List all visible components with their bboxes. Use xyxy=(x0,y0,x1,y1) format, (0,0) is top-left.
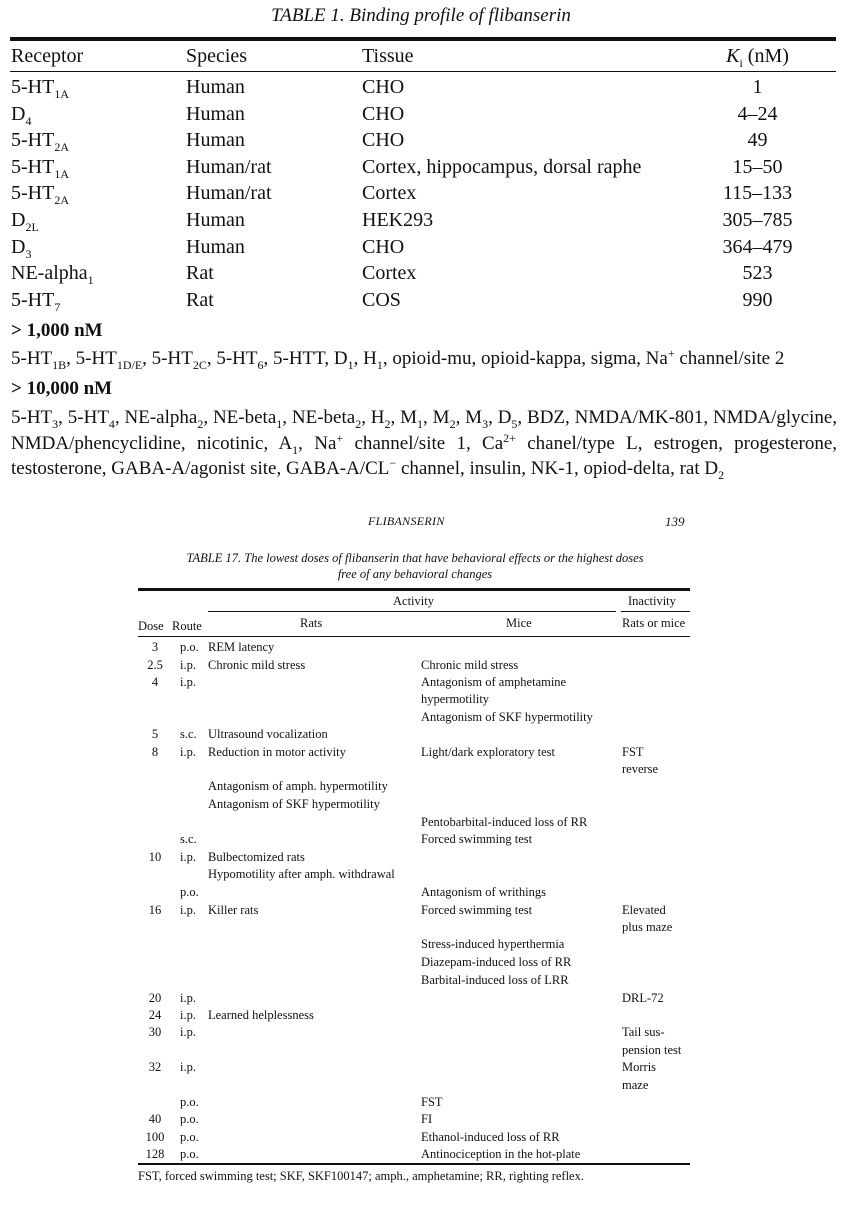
item-superscript: + xyxy=(667,346,675,360)
dose-cell: 128 xyxy=(145,1147,165,1161)
route-cell: i.p. xyxy=(180,903,196,917)
item-name: Ca xyxy=(482,432,504,454)
mice-cell: Light/dark exploratory test xyxy=(421,745,555,759)
item-name: M xyxy=(432,407,450,428)
receptor-list-item xyxy=(75,348,143,372)
item-subscript: 6 xyxy=(257,358,264,372)
section-10000-title: > 10,000 nM xyxy=(11,378,113,399)
receptor-list-item xyxy=(197,433,263,454)
route-cell: p.o. xyxy=(180,1130,199,1144)
inactivity-cell: FST xyxy=(622,745,644,759)
route-cell: i.p. xyxy=(180,675,196,689)
receptor-list-item xyxy=(216,348,264,372)
item-subscript: 4 xyxy=(108,417,115,431)
receptor-subscript: 1A xyxy=(54,166,69,181)
species-cell: Human xyxy=(186,102,245,125)
mice-cell: Antinociception in the hot-plate xyxy=(421,1147,581,1161)
mice-cell: hypermotility xyxy=(421,692,490,706)
species-cell: Human xyxy=(186,235,245,258)
rats-cell: Ultrasound vocalization xyxy=(208,727,328,741)
ki-cell: 4–24 xyxy=(737,102,778,125)
item-subscript: 2 xyxy=(718,468,725,482)
item-name: insulin xyxy=(469,458,522,479)
receptor-list-item xyxy=(482,430,638,454)
receptor-list-item xyxy=(363,348,383,372)
inactivity-cell: Morris xyxy=(622,1060,657,1074)
ki-cell: 305–785 xyxy=(722,209,793,231)
table1-top-rule xyxy=(10,37,836,41)
item-name: BDZ xyxy=(527,407,566,428)
item-subscript: 5 xyxy=(511,417,518,431)
ki-cell: 115–133 xyxy=(722,182,793,205)
header-inactivity: Inactivity xyxy=(628,594,676,608)
table1-header-row xyxy=(0,43,842,69)
table17-header-rule xyxy=(138,636,690,637)
table17-bottom-rule xyxy=(138,1163,690,1165)
running-head: FLIBANSERIN xyxy=(368,514,445,528)
receptor-cell xyxy=(11,74,69,100)
ki-cell: 990 xyxy=(742,288,773,311)
receptor-subscript: 2A xyxy=(54,140,69,155)
item-name: sigma xyxy=(590,348,637,369)
item-subscript: 2 xyxy=(355,417,362,431)
dose-cell: 40 xyxy=(148,1112,162,1126)
dose-cell: 16 xyxy=(148,903,162,917)
dose-cell: 2.5 xyxy=(147,658,163,672)
route-cell: p.o. xyxy=(180,885,199,899)
receptor-name: 5-HT xyxy=(11,288,55,311)
table-row xyxy=(0,101,842,127)
item-suffix: channel/site 1 xyxy=(343,432,466,454)
receptor-cell xyxy=(11,234,31,260)
item-name: Na xyxy=(314,432,337,454)
inactivity-cell: Tail sus- xyxy=(622,1025,665,1039)
receptor-list-item xyxy=(273,348,324,369)
receptor-list-item xyxy=(333,348,354,372)
item-name: 5-HT xyxy=(67,407,109,428)
caption-line-2: free of any behavioral changes xyxy=(337,567,493,581)
tissue-cell: Cortex xyxy=(362,262,417,285)
item-name: H xyxy=(370,407,385,428)
receptor-list-item xyxy=(11,348,67,372)
header-dose: Dose xyxy=(138,619,164,633)
section-10000-list: $5-HT_3$, $5-HT_4$, NE-alpha$_2$, NE-beta$_1$, NE-beta$_2$, $H_2$, $M_1$, $M_2$, $M_3$, $D_5$, BDZ, NMDA/MK-801, NMDA/glycine, NMDA/phencyclidine, nicotinic, $A_1$, Na+ channel/site 1, $Ca^{2+}$ chanel/type L, estrogen, progesterone, testosterone, GABA-A/agonist site, GABA-A/CL− channel, insulin, NK-1, opiod-delta, rat $D_2$ xyxy=(11,407,838,482)
item-name: D xyxy=(333,348,348,369)
route-cell: i.p. xyxy=(180,658,196,672)
header-rats: Rats xyxy=(300,616,323,630)
item-subscript: 1 xyxy=(276,417,283,431)
table-row xyxy=(0,127,842,153)
tissue-cell: COS xyxy=(362,288,401,311)
route-cell: i.p. xyxy=(180,1060,196,1074)
dose-cell: 24 xyxy=(148,1008,162,1022)
receptor-cell xyxy=(11,207,39,233)
receptor-name: 5-HT xyxy=(11,76,55,98)
tissue-cell: Cortex xyxy=(362,182,417,205)
item-name: NMDA/phencyclidine xyxy=(11,432,181,454)
receptor-name: D xyxy=(11,235,26,258)
species-cell: Rat xyxy=(186,262,214,285)
receptor-list-item xyxy=(591,348,636,369)
header-rats-or-mice: Rats or mice xyxy=(622,616,686,630)
route-cell: s.c. xyxy=(180,727,197,741)
receptor-list-item xyxy=(67,407,115,431)
rats-cell: Hypomotility after amph. withdrawal xyxy=(208,867,395,881)
item-name: 5-HT xyxy=(11,407,53,428)
route-cell: p.o. xyxy=(180,1147,199,1161)
receptor-list-item xyxy=(278,432,299,457)
item-name: Na xyxy=(645,348,668,369)
receptor-cell xyxy=(11,287,60,313)
receptor-name: 5-HT xyxy=(11,129,55,152)
item-subscript: 3 xyxy=(52,417,59,431)
receptor-list-item xyxy=(212,407,283,431)
route-cell: i.p. xyxy=(180,991,196,1005)
item-suffix: channel/site 2 xyxy=(674,348,785,369)
dose-cell: 10 xyxy=(148,850,162,864)
header-tissue: Tissue xyxy=(362,45,414,67)
mice-cell: Antagonism of writhings xyxy=(421,885,546,899)
mice-cell: Ethanol-induced loss of RR xyxy=(421,1130,560,1144)
item-name: D xyxy=(497,407,512,428)
receptor-list-item xyxy=(713,407,832,428)
inactivity-cell: DRL-72 xyxy=(622,991,664,1005)
receptor-name: D xyxy=(11,102,26,125)
item-subscript: 3 xyxy=(482,417,489,431)
item-name: rat D xyxy=(679,458,719,479)
receptor-list-item xyxy=(531,458,574,479)
rats-cell: Learned helplessness xyxy=(208,1008,314,1022)
tissue-cell: CHO xyxy=(362,235,405,258)
mice-cell: FST xyxy=(421,1095,443,1109)
receptor-list-item xyxy=(679,458,725,482)
receptor-name: 5-HT xyxy=(11,182,55,205)
route-cell: s.c. xyxy=(180,832,197,846)
item-subscript: 2 xyxy=(449,417,456,431)
header-mice: Mice xyxy=(506,616,532,630)
table-row xyxy=(0,234,842,260)
receptor-list-item xyxy=(124,407,204,431)
receptor-list-item xyxy=(11,407,59,431)
rats-cell: Chronic mild stress xyxy=(208,658,306,672)
species-cell: Human/rat xyxy=(186,182,272,205)
receptor-name: D xyxy=(11,209,26,231)
rats-cell: Reduction in motor activity xyxy=(208,745,346,759)
item-name: NK-1 xyxy=(530,458,575,479)
species-cell: Human xyxy=(186,209,245,231)
header-species: Species xyxy=(186,45,248,67)
section-1000-title: > 1,000 nM xyxy=(11,320,103,341)
ki-subscript: i xyxy=(739,56,743,70)
dose-cell: 32 xyxy=(148,1060,162,1074)
item-name: H xyxy=(363,348,377,369)
receptor-subscript: 3 xyxy=(25,246,32,261)
header-route: Route xyxy=(172,619,202,633)
receptor-list-item xyxy=(646,348,785,369)
mice-cell: Pentobarbital-induced loss of RR xyxy=(421,815,588,829)
receptor-list-item xyxy=(470,458,522,479)
receptor-list-item xyxy=(481,348,581,369)
receptor-subscript: 1A xyxy=(54,87,69,101)
mice-cell: Barbital-induced loss of LRR xyxy=(421,973,569,987)
ki-unit: (nM) xyxy=(742,45,789,67)
mice-cell: Forced swimming test xyxy=(421,903,533,917)
rats-cell: Antagonism of amph. hypermotility xyxy=(208,779,388,793)
route-cell: i.p. xyxy=(180,1025,196,1039)
rats-cell: Bulbectomized rats xyxy=(208,850,305,864)
item-name: 5-HT xyxy=(11,348,53,369)
item-name: NE-alpha xyxy=(124,407,198,428)
inactivity-cell: maze xyxy=(622,1078,649,1092)
receptor-cell xyxy=(11,180,69,206)
tissue-cell: CHO xyxy=(362,102,405,125)
page-number: 139 xyxy=(665,514,685,529)
mice-cell: Chronic mild stress xyxy=(421,658,519,672)
item-subscript: 2C xyxy=(192,358,207,372)
table1-caption: TABLE 1. Binding profile of flibanserin xyxy=(271,5,571,26)
inactivity-cell: pension test xyxy=(622,1043,682,1057)
receptor-list-item xyxy=(314,430,466,454)
tissue-cell: HEK293 xyxy=(362,209,434,231)
header-ki xyxy=(700,43,815,69)
receptor-list-item xyxy=(400,407,424,431)
table-row xyxy=(0,180,842,206)
receptor-list-item xyxy=(370,407,391,431)
caption-line-1: TABLE 17. The lowest doses of flibanserin that have behavioral effects or the highest doses xyxy=(186,551,644,565)
item-subscript: 1 xyxy=(417,417,424,431)
table-row xyxy=(0,74,842,100)
table1-header-rule xyxy=(10,71,836,72)
inactivity-cell: Elevated xyxy=(622,903,666,917)
species-cell: Human/rat xyxy=(186,155,272,178)
header-activity: Activity xyxy=(393,594,434,608)
item-subscript: 1 xyxy=(347,358,354,372)
dose-cell: 5 xyxy=(151,727,159,741)
item-name: opioid-mu xyxy=(392,348,472,369)
item-subscript: 1D/E xyxy=(116,358,143,372)
item-name: 5-HT xyxy=(151,348,193,369)
receptor-list-item xyxy=(497,407,518,431)
item-name: 5-HTT xyxy=(273,348,325,369)
item-superscript: + xyxy=(336,430,344,445)
item-subscript: 2 xyxy=(384,417,391,431)
item-name: progesterone xyxy=(734,432,833,454)
receptor-subscript: 7 xyxy=(54,299,61,314)
item-name: NE-beta xyxy=(212,407,277,428)
inactivity-cell: reverse xyxy=(622,762,659,776)
activity-rule xyxy=(208,611,616,612)
item-name: opiod-delta xyxy=(583,458,671,479)
route-cell: p.o. xyxy=(180,640,199,654)
receptor-name: NE-alpha xyxy=(11,262,88,285)
item-name: GABA-A/agonist site xyxy=(111,458,277,479)
table-row xyxy=(0,287,842,313)
section-1000-list: $5-HT_{1B}$, $5-HT_{1D/E}$, $5-HT_{2C}$, $5-HT_6$, 5-HTT, $D_1$, $H_1$, opioid-mu, opioid-kappa, sigma, Na+ channel/site 2 xyxy=(11,346,785,372)
receptor-cell xyxy=(11,127,69,153)
ki-cell: 1 xyxy=(752,76,763,98)
item-name: NE-beta xyxy=(291,407,356,428)
item-name: M xyxy=(400,407,418,428)
tissue-cell: CHO xyxy=(362,129,405,152)
ki-cell: 15–50 xyxy=(732,155,783,178)
receptor-list-item xyxy=(734,433,832,454)
receptor-list-item xyxy=(11,433,181,454)
item-name: estrogen xyxy=(653,432,719,454)
receptor-subscript: 2L xyxy=(25,220,39,234)
item-name: opioid-kappa xyxy=(481,348,582,369)
item-subscript: 2 xyxy=(197,417,204,431)
receptor-list-item xyxy=(584,458,671,479)
rats-cell: REM latency xyxy=(208,640,275,654)
item-name: testosterone xyxy=(11,458,102,479)
table17-top-rule xyxy=(138,588,690,591)
ki-cell: 523 xyxy=(742,262,773,285)
receptor-subscript: 1 xyxy=(87,273,94,288)
dose-cell: 4 xyxy=(151,675,159,689)
item-subscript: 1 xyxy=(292,442,299,457)
mice-cell: FI xyxy=(421,1112,433,1126)
receptor-subscript: 4 xyxy=(25,113,32,128)
table-row xyxy=(0,260,842,286)
mice-cell: Forced swimming test xyxy=(421,832,533,846)
route-cell: p.o. xyxy=(180,1112,199,1126)
tissue-cell: Cortex, hippocampus, dorsal raphe xyxy=(362,155,642,178)
header-receptor: Receptor xyxy=(11,45,84,67)
mice-cell: Stress-induced hyperthermia xyxy=(421,937,565,951)
receptor-list-item xyxy=(291,407,362,431)
route-cell: p.o. xyxy=(180,1095,199,1109)
table17-footnote: FST, forced swimming test; SKF, SKF100147; amph., amphetamine; RR, righting reflex. xyxy=(138,1169,584,1183)
item-name: NMDA/glycine xyxy=(713,407,833,428)
dose-cell: 3 xyxy=(151,640,159,654)
item-name: NMDA/MK-801 xyxy=(574,407,704,428)
tissue-cell: CHO xyxy=(362,76,405,98)
receptor-list-item xyxy=(465,407,489,431)
receptor-list-item xyxy=(11,458,102,479)
route-cell: i.p. xyxy=(180,745,196,759)
item-name: GABA-A/CL xyxy=(285,458,390,479)
ki-symbol: K xyxy=(726,45,740,67)
mice-cell: Antagonism of SKF hypermotility xyxy=(421,710,593,724)
item-name: M xyxy=(465,407,483,428)
receptor-subscript: 2A xyxy=(54,193,69,208)
item-name: A xyxy=(278,432,293,454)
ki-cell: 364–479 xyxy=(722,235,793,258)
inactivity-rule xyxy=(621,611,690,612)
receptor-list-item xyxy=(392,348,471,369)
route-cell: i.p. xyxy=(180,1008,196,1022)
item-suffix: chanel/type L xyxy=(515,432,638,454)
receptor-list-item xyxy=(432,407,456,431)
dose-cell: 8 xyxy=(151,745,159,759)
item-name: 5-HT xyxy=(75,348,117,369)
item-subscript: 1 xyxy=(376,358,383,372)
inactivity-cell: plus maze xyxy=(622,920,673,934)
species-cell: Rat xyxy=(186,288,214,311)
dose-cell: 100 xyxy=(145,1130,165,1144)
rats-cell: Killer rats xyxy=(208,903,259,917)
table17-caption xyxy=(140,550,690,582)
item-suffix: channel xyxy=(396,458,461,479)
species-cell: Human xyxy=(186,129,245,152)
rats-cell: Antagonism of SKF hypermotility xyxy=(208,797,380,811)
item-subscript: 1B xyxy=(52,358,67,372)
species-cell: Human xyxy=(186,76,245,98)
route-cell: i.p. xyxy=(180,850,196,864)
table-row xyxy=(0,207,842,233)
receptor-list-item xyxy=(286,458,460,479)
receptor-name: 5-HT xyxy=(11,155,55,178)
mice-cell: Antagonism of amphetamine xyxy=(421,675,567,689)
receptor-list-item xyxy=(527,407,565,428)
item-superscript: 2+ xyxy=(503,430,516,445)
mice-cell: Diazepam-induced loss of RR xyxy=(421,955,572,969)
item-superscript: − xyxy=(389,456,397,470)
receptor-list-item xyxy=(111,458,276,479)
receptor-cell xyxy=(11,154,69,180)
receptor-cell xyxy=(11,101,31,127)
item-name: 5-HT xyxy=(216,348,258,369)
table-row xyxy=(0,154,842,180)
item-name: nicotinic xyxy=(196,432,264,454)
receptor-list-item xyxy=(575,407,704,428)
receptor-list-item xyxy=(654,433,718,454)
dose-cell: 20 xyxy=(148,991,162,1005)
receptor-list-item xyxy=(151,348,207,372)
dose-cell: 30 xyxy=(148,1025,162,1039)
receptor-cell xyxy=(11,260,94,286)
ki-cell: 49 xyxy=(747,129,768,152)
